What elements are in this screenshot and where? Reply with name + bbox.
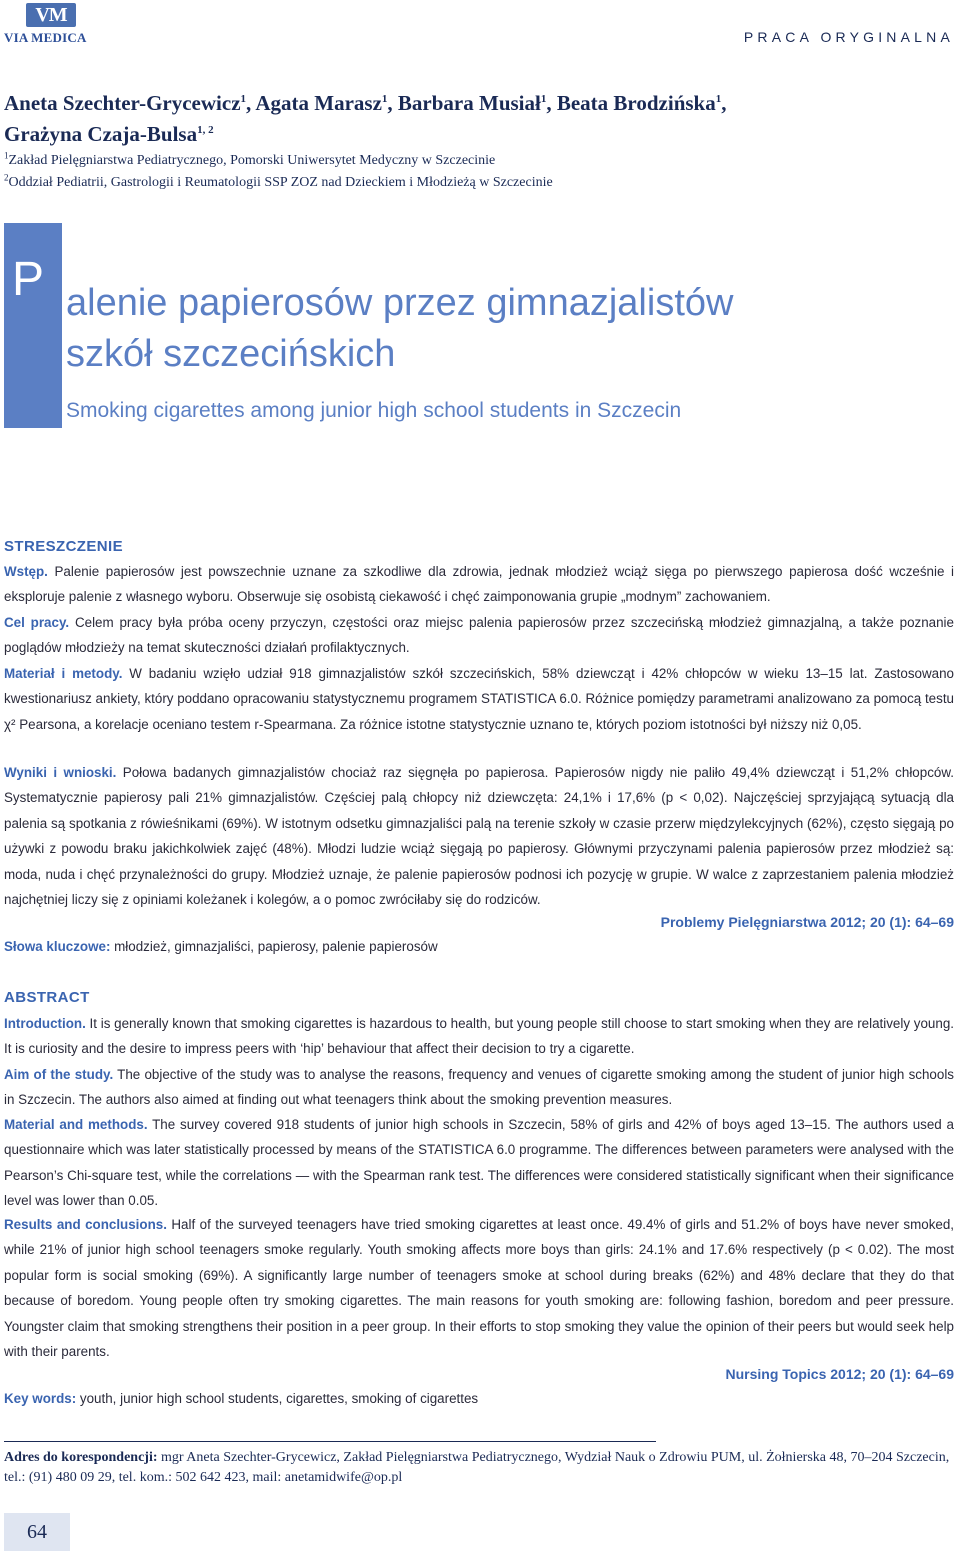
abstract-heading: ABSTRACT bbox=[4, 989, 90, 1006]
title-line-2: szkół szczecińskich bbox=[66, 333, 396, 375]
page-number: 64 bbox=[4, 1513, 70, 1551]
citation-en: Nursing Topics 2012; 20 (1): 64–69 bbox=[725, 1366, 954, 1382]
abstract-paragraph bbox=[4, 1212, 954, 1364]
section-label-inline: Introduction. bbox=[4, 1016, 86, 1031]
section-text: The objective of the study was to analyse the reasons, frequency and venues of cigarette smoking among the student of junior high schools in Szczecin. The authors also aimed at finding out what teenagers think about the smoking prevention measures. bbox=[4, 1067, 955, 1108]
keywords-text: młodzież, gimnazjaliści, papierosy, palenie papierosów bbox=[110, 939, 438, 954]
section-text: Palenie papierosów jest powszechnie uznane za szkodliwe dla zdrowia, jednak młodzież wciąż sięga po pierwszego papierosa dość wcześnie i eksploruje palenie z własnego wyboru. Obserwuje się osobistą ciekawość i chęć zaimponowania grupie „modnym” zachowaniem. bbox=[4, 564, 954, 605]
author-affil-sup: 1 bbox=[540, 93, 547, 105]
citation-pl: Problemy Pielęgniarstwa 2012; 20 (1): 64–69 bbox=[660, 914, 954, 930]
section-text: Half of the surveyed teenagers have tried smoking cigarettes at least once. 49.4% of girls and 51.2% of boys have never smoked, while 21% of junior high school teenagers smoke regularly. Youth smoking affects more boys than girls: 24.1% and 17.6% respectively (p < 0.02). The most popular form is social smoking (69%). A significantly large number of teenagers smoke at school during breaks (62%) and 48% declare that they do that because of boredom. Young people often try smoking cigarettes. The main reasons for youth smoking are: following fashion, boredom and peer pressure. Youngster claim that smoking strengthens their position in a peer group. In their efforts to stop smoking they value the opinion of their peers but would seek help with their parents. bbox=[4, 1217, 955, 1360]
title-line-1: alenie papierosów przez gimnazjalistów bbox=[66, 282, 734, 324]
keywords-pl bbox=[4, 939, 438, 954]
abstract-paragraph bbox=[4, 1011, 954, 1062]
section-text: Połowa badanych gimnazjalistów chociaż raz sięgnęła po papierosa. Papierosów nigdy nie paliło 49,4% dziewcząt i 51,2% chłopców. Systematycznie papierosy pali 21% gimnazjalistów. Częściej palą chłopcy niż dziewczęta: 24,1% i 17,6% (p < 0,02). Najczęściej sprzyjającą sytuacją dla palenia są spotkania z rówieśnikami (69%). W istotnym odsetku gimnazjaliści palą na terenie szkoły w czasie przerw międzylekcyjnych (62%), często sięgają po używki z powodu braku jakichkolwiek zajęć (48%). Młodzi ludzie wciąż sięgają po papierosy. Głównymi przyczynami palenia papierosów przez młodzież są: moda, nuda i chęć przynależności do grupy. Młodzież uznaje, że palenie papierosów podnosi ich pozycję w grupie. W walce z zaprzestaniem palenia młodzież najchętniej liczy się z opiniami koleżanek i kolegów, a o pomoc zwróciłaby się do rodziców. bbox=[4, 765, 954, 908]
author-affil-sup: 1 bbox=[240, 93, 247, 105]
section-text: The survey covered 918 students of junior high schools in Szczecin, 58% of girls and 42% of boys aged 13–15. The authors used a questionnaire which was later statistically processed by means of the STATISTICA 6.0 programme. The differences between parameters were analysed with the Pearson’s Chi-square test, while the correlations — with the Spearman rank test. The differences were considered statistically significant when their significance level was lower than 0.05. bbox=[4, 1117, 954, 1209]
streszczenie-heading: STRESZCZENIE bbox=[4, 538, 123, 555]
keywords-text: youth, junior high school students, cigarettes, smoking of cigarettes bbox=[76, 1391, 479, 1406]
affiliation-text: Zakład Pielęgniarstwa Pediatrycznego, Pomorski Uniwersytet Medyczny w Szczecinie bbox=[8, 153, 496, 168]
author-name: Beata Brodzińska bbox=[556, 91, 716, 115]
section-label-inline: Material and methods. bbox=[4, 1117, 148, 1132]
section-label-inline: Cel pracy. bbox=[4, 615, 70, 630]
keywords-label: Słowa kluczowe: bbox=[4, 939, 111, 954]
section-label-inline: Wyniki i wnioski. bbox=[4, 765, 117, 780]
section-label-inline: Aim of the study. bbox=[4, 1067, 114, 1082]
abstract-paragraph bbox=[4, 661, 954, 737]
abstract-paragraph bbox=[4, 1112, 954, 1214]
section-label-inline: Results and conclusions. bbox=[4, 1217, 167, 1232]
title-initial: P bbox=[12, 253, 45, 306]
affiliation bbox=[4, 172, 954, 191]
section-label: PRACA ORYGINALNA bbox=[743, 29, 954, 45]
logo-text: VIA MEDICA bbox=[4, 30, 87, 45]
abstract-paragraph bbox=[4, 1062, 954, 1113]
affiliation bbox=[4, 150, 954, 169]
section-text: W badaniu wzięło udział 918 gimnazjalistów szkół szczecińskich, 58% dziewcząt i 42% chłopców w wieku 13–15 lat. Zastosowano kwestionariusz ankiety, który poddano opracowaniu statystycznemu programem STATISTICA 6.0. Różnice pomiędzy parametrami analizowano za pomocą testu χ² Pearsona, a korelacje oceniano testem r-Spearmana. Za różnice istotne statystycznie uznano te, których poziom istotności był niższy niż 0,05. bbox=[4, 666, 954, 732]
logo-mark: VM bbox=[26, 3, 76, 27]
section-text: It is generally known that smoking cigarettes is hazardous to health, but young people still choose to start smoking when they are relatively young. It is curiosity and the desire to impress peers with ‘hip’ behaviour that affect their decision to try a cigarette. bbox=[4, 1016, 954, 1057]
title-english: Smoking cigarettes among junior high school students in Szczecin bbox=[66, 399, 682, 422]
section-text: Celem pracy była próba oceny przyczyn, częstości oraz miejsc palenia papierosów przez szczecińską młodzież gimnazjalną, a także poznanie poglądów młodzieży na temat skuteczności działań profilaktycznych. bbox=[4, 615, 954, 656]
abstract-paragraph bbox=[4, 559, 954, 610]
author-affil-sup: 1, 2 bbox=[197, 124, 214, 136]
author-name: Agata Marasz bbox=[255, 91, 382, 115]
author-name: Barbara Musiał bbox=[397, 91, 541, 115]
author-name: Aneta Szechter-Grycewicz bbox=[4, 91, 241, 115]
section-label-inline: Materiał i metody. bbox=[4, 666, 123, 681]
via-medica-logo bbox=[4, 3, 94, 43]
correspondence-label: Adres do korespondencji: bbox=[4, 1450, 158, 1465]
section-label-inline: Wstęp. bbox=[4, 564, 48, 579]
abstract-paragraph bbox=[4, 760, 954, 912]
affiliation-text: Oddział Pediatrii, Gastrologii i Reumatologii SSP ZOZ nad Dzieckiem i Młodzieżą w Szczecinie bbox=[8, 175, 553, 190]
keywords-en bbox=[4, 1391, 478, 1406]
affiliation-sup: 1 bbox=[4, 150, 9, 161]
author-list: Aneta Szechter-Grycewicz$^1$, Agata Marasz$^1$, Barbara Musiał$^1$, Beata Brodzińska$^1$, Grażyna Czaja-Bulsa$^{1, 2}$ bbox=[4, 91, 727, 146]
author-affil-sup: 1 bbox=[381, 93, 388, 105]
author-affil-sup: 1 bbox=[715, 93, 722, 105]
footnote-rule bbox=[4, 1441, 656, 1442]
correspondence-text: mgr Aneta Szechter-Grycewicz, Zakład Pielęgniarstwa Pediatrycznego, Wydział Nauk o Zdrowiu PUM, ul. Żołnierska 48, 70–204 Szczecin, tel.: (91) 480 09 29, tel. kom.: 502 642 423, mail: anetamidwife@op.pl bbox=[4, 1450, 950, 1485]
keywords-label: Key words: bbox=[4, 1391, 77, 1406]
abstract-paragraph bbox=[4, 610, 954, 661]
author-name: Grażyna Czaja-Bulsa bbox=[4, 122, 198, 146]
correspondence bbox=[4, 1448, 954, 1488]
affiliation-sup: 2 bbox=[4, 172, 9, 183]
